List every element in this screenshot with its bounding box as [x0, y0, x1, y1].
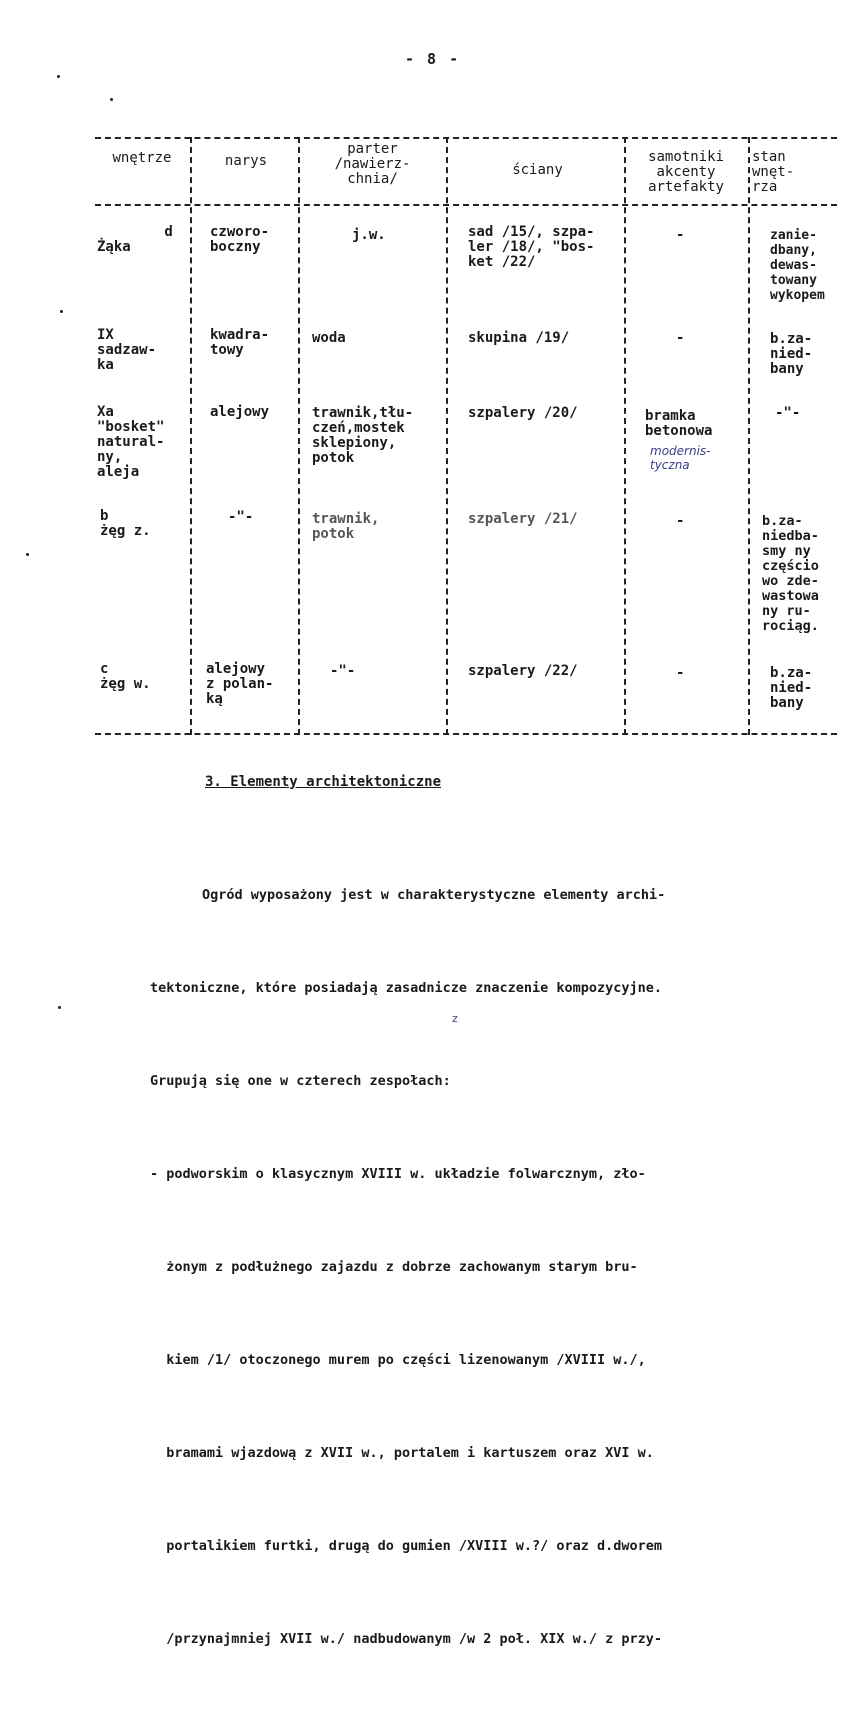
section-title: 3. Elementy architektoniczne — [205, 774, 442, 790]
scan-speck — [57, 75, 60, 78]
table-header-rule — [95, 204, 837, 206]
table-bottom-rule — [95, 733, 837, 735]
body-line: kiem /1/ otoczonego murem po części lizenowanym /XVIII w./, — [150, 1352, 646, 1368]
cell-narys: kwadra- towy — [210, 327, 270, 358]
cell-narys: alejowy — [210, 404, 270, 420]
handwritten-insertion-mark: z — [452, 1012, 458, 1025]
body-line: bramami wjazdową z XVII w., portalem i kartuszem oraz XVI w. — [150, 1445, 654, 1461]
cell-samotniki: - — [676, 513, 685, 529]
cell-samotniki: - — [676, 227, 685, 243]
cell-wnetrze: IX sadzaw- ka — [97, 327, 157, 373]
table-top-rule — [95, 137, 837, 139]
page-number: - 8 - — [405, 50, 461, 68]
cell-stan: zanie- dbany, dewas- towany wykopem — [770, 228, 825, 303]
scan-speck — [26, 553, 29, 556]
header-stan: stan wnęt- rza — [752, 149, 795, 195]
cell-wnetrze: d Żąka — [97, 224, 173, 255]
body-line: żonym z podłużnego zajazdu z dobrze zachowanym starym bru- — [150, 1259, 638, 1275]
handwritten-note: modernis- tyczna — [650, 444, 711, 472]
cell-sciany: szpalery /20/ — [468, 405, 578, 421]
column-divider — [298, 137, 300, 735]
scan-speck — [110, 98, 113, 101]
cell-stan: b.za- nied- bany — [770, 331, 813, 377]
header-wnetrze: wnętrze — [112, 150, 172, 166]
cell-wnetrze: b żęg z. — [100, 508, 151, 539]
cell-narys: alejowy z polan- ką — [206, 661, 274, 707]
cell-narys: czworo- boczny — [210, 224, 270, 255]
cell-sciany: szpalery /22/ — [468, 663, 578, 679]
cell-samotniki: - — [676, 665, 685, 681]
cell-stan: b.za- nied- bany — [770, 665, 813, 711]
scan-speck — [60, 310, 63, 313]
header-samotniki: samotniki akcenty artefakty — [648, 149, 724, 195]
cell-sciany: sad /15/, szpa- ler /18/, "bos- ket /22/ — [468, 224, 595, 270]
cell-sciany: szpalery /21/ — [468, 511, 578, 527]
section-body — [150, 818, 820, 1717]
body-line: Grupują się one w czterech zespołach: — [150, 1073, 451, 1089]
cell-stan: b.za- niedba- smy ny częścio wo zde- wastowa ny ru- rociąg. — [762, 513, 819, 634]
cell-narys: -"- — [228, 509, 254, 525]
cell-parter: woda — [312, 330, 346, 346]
cell-parter: j.w. — [352, 227, 386, 243]
cell-parter: trawnik,tłu- czeń,mostek sklepiony, potok — [312, 405, 414, 466]
body-line: portalikiem furtki, drugą do gumien /XVIII w.?/ oraz d.dworem — [150, 1538, 663, 1554]
cell-wnetrze: c żęg w. — [100, 661, 151, 692]
column-divider — [446, 137, 448, 735]
cell-wnetrze: Xa "bosket" natural- ny, aleja — [97, 404, 165, 480]
column-divider — [190, 137, 192, 735]
header-parter: parter /nawierz- chnia/ — [334, 141, 411, 187]
column-divider — [748, 137, 750, 735]
cell-parter: -"- — [330, 663, 356, 679]
cell-parter: trawnik, potok — [312, 511, 380, 542]
cell-stan: -"- — [775, 405, 801, 421]
body-line: - podworskim o klasycznym XVIII w. układzie folwarcznym, zło- — [150, 1166, 646, 1182]
scan-speck — [58, 1006, 61, 1009]
cell-samotniki: bramka betonowa — [645, 408, 713, 439]
body-line: tektoniczne, które posiadają zasadnicze znaczenie kompozycyjne. — [150, 980, 663, 996]
cell-samotniki: - — [676, 330, 685, 346]
column-divider — [624, 137, 626, 735]
header-narys: narys — [224, 153, 268, 169]
header-sciany: ściany — [512, 162, 563, 178]
cell-sciany: skupina /19/ — [468, 330, 570, 346]
body-line: /przynajmniej XVII w./ nadbudowanym /w 2 poł. XIX w./ z przy- — [150, 1631, 663, 1647]
body-line: Ogród wyposażony jest w charakterystyczne elementy archi- — [202, 887, 666, 903]
